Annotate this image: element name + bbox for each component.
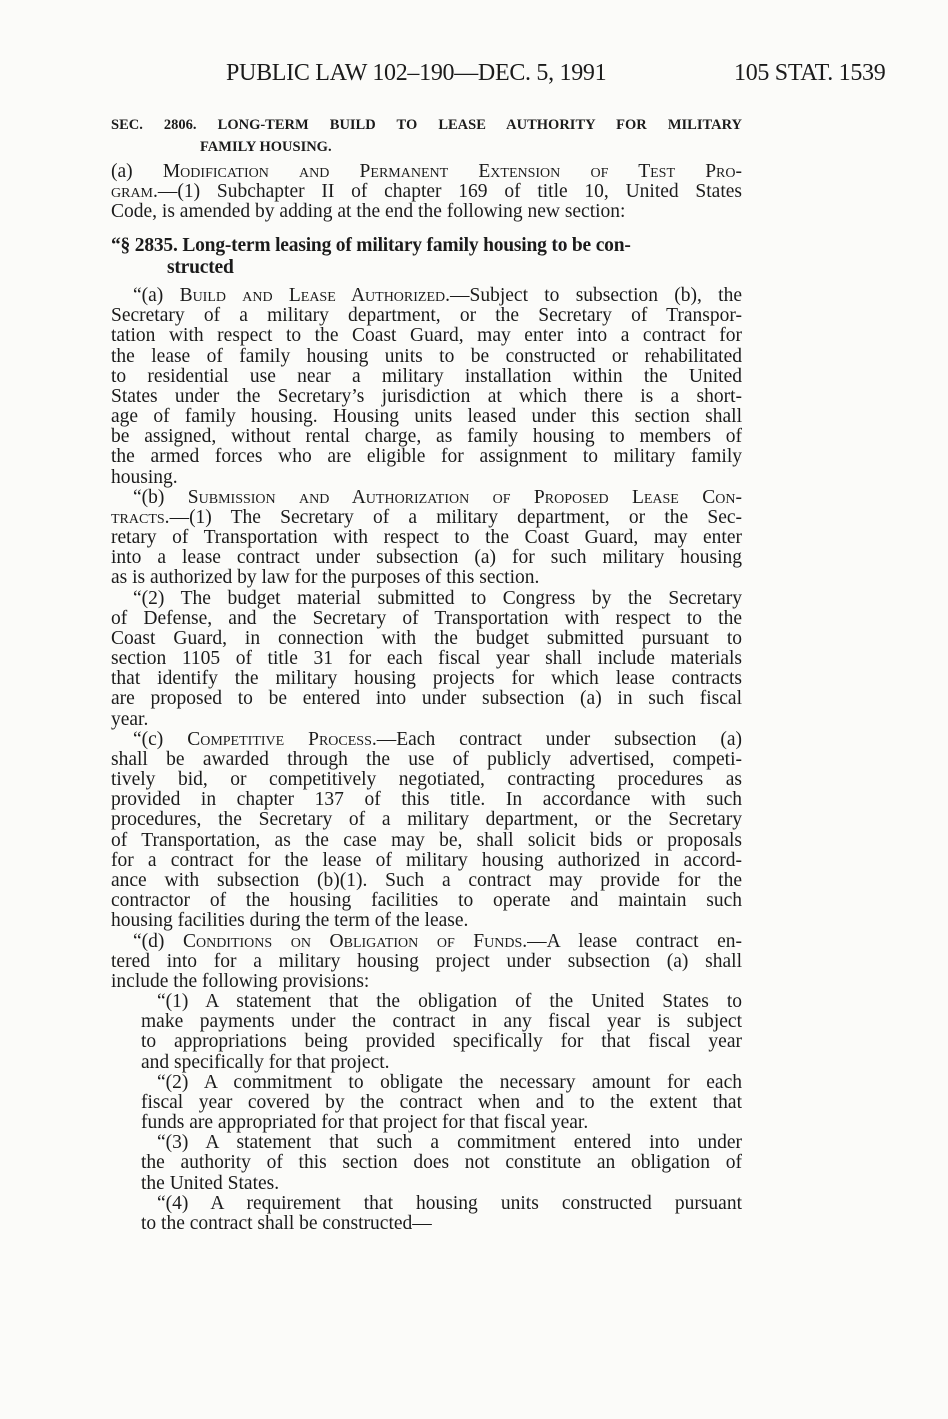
text-line — [111, 750, 742, 770]
text-run: to appropriations being provided specifically for that fiscal year — [141, 1031, 742, 1053]
text-line — [111, 235, 742, 257]
subsection-paragraph — [111, 730, 742, 932]
text-run: tively bid, or competitively negotiated, contracting procedures as — [111, 769, 742, 791]
text-run: (a) — [111, 161, 163, 182]
text-line — [111, 710, 742, 730]
text-run: tered into for a military housing project under subsection (a) shall — [111, 950, 742, 972]
text-run: housing. — [111, 466, 178, 488]
text-line — [111, 871, 742, 891]
text-run: are proposed to be entered into under subsection (a) in such fiscal — [111, 688, 742, 710]
text-run: the lease of family housing units to be constructed or rehabilitated — [111, 345, 742, 367]
section-heading — [111, 114, 742, 158]
text-line — [141, 1093, 742, 1113]
text-line — [111, 810, 742, 830]
text-run: “(c) — [133, 728, 188, 750]
running-head-title: PUBLIC LAW 102–190—DEC. 5, 1991 — [226, 60, 607, 86]
text-run: “(d) — [133, 930, 183, 952]
text-line — [111, 911, 742, 931]
subsection-paragraph — [111, 286, 742, 488]
text-run: —(1) Subchapter II of chapter 169 of title 10, United States — [157, 181, 742, 203]
text-line — [111, 114, 742, 136]
text-run: “(1) A statement that the obligation of the United States to — [157, 991, 742, 1013]
subsection-paragraph — [111, 488, 742, 589]
text-run: be assigned, without rental charge, as family housing to members of — [111, 426, 742, 448]
small-caps-heading: Modification and Permanent Extension of Test Pro- — [162, 161, 742, 182]
text-line — [141, 1153, 742, 1173]
text-run: ance with subsection (b)(1). Such a contract may provide for the — [111, 869, 742, 891]
text-run: section 1105 of title 31 for each fiscal year shall include materials — [111, 648, 742, 670]
text-line — [111, 326, 742, 346]
text-run: “(a) — [133, 285, 180, 306]
text-line — [111, 136, 742, 158]
text-line — [111, 568, 742, 588]
text-run: “(2) The budget material submitted to Congress by the Secretary — [133, 587, 742, 609]
text-line — [141, 1194, 742, 1214]
text-line — [111, 182, 742, 202]
small-caps-heading: Conditions on Obligation of Funds. — [182, 930, 528, 952]
text-line — [111, 609, 742, 629]
text-run: the United States. — [141, 1172, 280, 1194]
text-line — [111, 891, 742, 911]
text-run: —Each contract under subsection (a) — [376, 728, 742, 750]
text-run: —Subject to subsection (b), the — [450, 285, 742, 306]
text-run: the armed forces who are eligible for assignment to military family — [111, 446, 742, 468]
text-run: fiscal year covered by the contract when and to the extent that — [141, 1091, 742, 1113]
text-run: provided in chapter 137 of this title. In accordance with such — [111, 789, 742, 811]
new-section-heading — [111, 235, 742, 279]
text-run: to the contract shall be constructed— — [141, 1212, 432, 1234]
provision-item — [111, 1073, 742, 1134]
text-run: into a lease contract under subsection (a) for such military housing — [111, 547, 742, 569]
text-run: FAMILY HOUSING. — [200, 139, 332, 155]
text-line — [111, 689, 742, 709]
text-run: structed — [167, 257, 234, 278]
text-line — [141, 1053, 742, 1073]
text-run: retary of Transportation with respect to the Coast Guard, may enter — [111, 527, 742, 549]
text-line — [141, 1032, 742, 1052]
text-run: procedures, the Secretary of a military department, or the Secretary — [111, 809, 742, 831]
text-line — [111, 629, 742, 649]
text-run: the authority of this section does not constitute an obligation of — [141, 1152, 742, 1174]
text-run: for a contract for the lease of military housing authorized in accord- — [111, 849, 742, 871]
provision-item — [111, 1133, 742, 1194]
text-run: Secretary of a military department, or the Secretary of Transpor- — [111, 305, 742, 327]
text-run: “(3) A statement that such a commitment entered into under — [157, 1132, 742, 1154]
text-line — [111, 770, 742, 790]
text-line — [111, 447, 742, 467]
text-run: housing facilities during the term of the lease. — [111, 910, 469, 932]
text-run: “§ 2835. Long-term leasing of military family housing to be con- — [111, 235, 631, 256]
text-line — [141, 1214, 742, 1234]
statute-page-number: 105 STAT. 1539 — [734, 60, 886, 86]
text-line — [111, 831, 742, 851]
text-run: to residential use near a military installation within the United — [111, 365, 742, 387]
text-line — [111, 649, 742, 669]
provision-item — [111, 992, 742, 1073]
text-line — [111, 508, 742, 528]
small-caps-heading: tracts. — [111, 506, 170, 528]
text-run: “(2) A commitment to obligate the necessary amount for each — [157, 1071, 742, 1093]
text-run: include the following provisions: — [111, 970, 370, 992]
text-run: States under the Secretary’s jurisdiction at which there is a short- — [111, 385, 742, 407]
text-line — [141, 1113, 742, 1133]
small-caps-heading: gram. — [111, 181, 158, 203]
text-line — [141, 1073, 742, 1093]
text-line — [141, 992, 742, 1012]
text-run: SEC. 2806. LONG-TERM BUILD TO LEASE AUTHORITY FOR MILITARY — [111, 117, 742, 133]
text-line — [111, 972, 742, 992]
text-line — [111, 468, 742, 488]
text-line — [111, 427, 742, 447]
text-line — [111, 347, 742, 367]
text-line — [141, 1012, 742, 1032]
text-run: and specifically for that project. — [141, 1051, 390, 1073]
small-caps-heading: Submission and Authorization of Proposed Lease Con- — [187, 486, 742, 508]
small-caps-heading: Build and Lease Authorized. — [179, 285, 451, 306]
subsection-a-intro — [111, 162, 742, 223]
text-run: —(1) The Secretary of a military department, or the Sec- — [169, 506, 742, 528]
text-run: as is authorized by law for the purposes of this section. — [111, 567, 540, 589]
text-line — [111, 257, 742, 279]
text-line — [111, 387, 742, 407]
subsection-paragraph — [111, 932, 742, 993]
text-run: make payments under the contract in any fiscal year is subject — [141, 1011, 742, 1033]
text-line — [111, 306, 742, 326]
text-line — [111, 730, 742, 750]
text-line — [111, 202, 742, 222]
provision-item — [111, 1194, 742, 1234]
text-line — [141, 1133, 742, 1153]
text-line — [111, 162, 742, 182]
text-run: —A lease contract en- — [527, 930, 742, 952]
text-run: of Defense, and the Secretary of Transportation with respect to the — [111, 607, 742, 629]
text-line — [111, 669, 742, 689]
text-line — [111, 488, 742, 508]
text-run: funds are appropriated for that project for that fiscal year. — [141, 1112, 589, 1134]
subsection-paragraph — [111, 589, 742, 730]
text-line — [111, 528, 742, 548]
text-run: year. — [111, 708, 149, 730]
text-run: that identify the military housing projects for which lease contracts — [111, 668, 742, 690]
text-line — [111, 932, 742, 952]
text-line — [111, 589, 742, 609]
text-run: “(4) A requirement that housing units constructed pursuant — [157, 1192, 742, 1214]
small-caps-heading: Competitive Process. — [187, 728, 377, 750]
text-line — [141, 1174, 742, 1194]
text-run: Coast Guard, in connection with the budget submitted pursuant to — [111, 627, 742, 649]
text-run: Code, is amended by adding at the end the following new section: — [111, 201, 626, 223]
text-run: of Transportation, as the case may be, shall solicit bids or proposals — [111, 829, 742, 851]
text-line — [111, 367, 742, 387]
text-line — [111, 790, 742, 810]
text-line — [111, 286, 742, 306]
text-line — [111, 548, 742, 568]
text-run: tation with respect to the Coast Guard, may enter into a contract for — [111, 325, 742, 347]
text-run: age of family housing. Housing units leased under this section shall — [111, 406, 742, 428]
text-run: “(b) — [133, 486, 188, 508]
text-line — [111, 407, 742, 427]
text-run: shall be awarded through the use of publicly advertised, competi- — [111, 748, 742, 770]
text-line — [111, 851, 742, 871]
text-run: contractor of the housing facilities to operate and maintain such — [111, 890, 742, 912]
text-line — [111, 952, 742, 972]
section-body — [111, 286, 742, 1234]
